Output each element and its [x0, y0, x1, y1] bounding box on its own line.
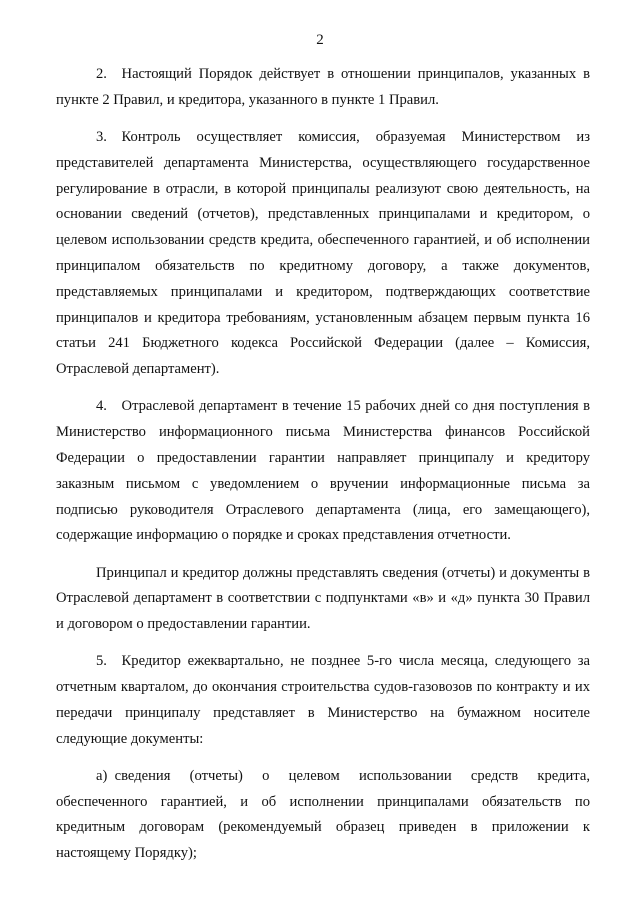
document-body	[56, 62, 590, 867]
paragraph-item-2: 2. Настоящий Порядок действует в отношении принципалов, указанных в пункте 2 Правил, и кредитора, указанного в пункте 1 Правил.	[56, 66, 590, 108]
paragraph-item-5: 5. Кредитор ежеквартально, не позднее 5-го числа месяца, следующего за отчетным кварталом, до окончания строительства судов-газовозов по контракту и их передачи принципалу представляет в Министерство на бумажном носителе следующие документы:	[56, 653, 590, 747]
page-number: 2	[316, 32, 324, 48]
paragraph-item-3: 3. Контроль осуществляет комиссия, образуемая Министерством из представителей департамента Министерства, осуществляющего государственное регулирование в отрасли, в которой принципалы реализуют свою деятельность, на основании сведений (отчетов), представленных принципалами и кредитором, о целевом использовании средств кредита, обеспеченного гарантией, и об исполнении принципалом обязательств по кредитному договору, а также документов, представляемых принципалами и кредитором, подтверждающих соответствие принципалов и кредитора требованиям, установленным абзацем первым пункта 16 статьи 241 Бюджетного кодекса Российской Федерации (далее – Комиссия, Отраслевой департамент).	[56, 128, 590, 378]
paragraph-item-4: 4. Отраслевой департамент в течение 15 рабочих дней со дня поступления в Министерство информационного письма Министерства финансов Российской Федерации о предоставлении гарантии направляет принципалу и кредитору заказным письмом с уведомлением о вручении информационные письма за подписью руководителя Отраслевого департамента (лица, его замещающего), содержащие информацию о порядке и сроках представления отчетности.	[56, 398, 590, 544]
paragraph-subitem-a: а) сведения (отчеты) о целевом использовании средств кредита, обеспеченного гарантией, и об исполнении принципалами обязательств по кредитным договорам (рекомендуемый образец приведен в приложении к настоящему Порядку);	[56, 767, 590, 862]
paragraph-principal-reporting: Принципал и кредитор должны представлять сведения (отчеты) и документы в Отраслевой департамент в соответствии с подпунктами «в» и «д» пункта 30 Правил и договором о предоставлении гарантии.	[56, 564, 590, 633]
